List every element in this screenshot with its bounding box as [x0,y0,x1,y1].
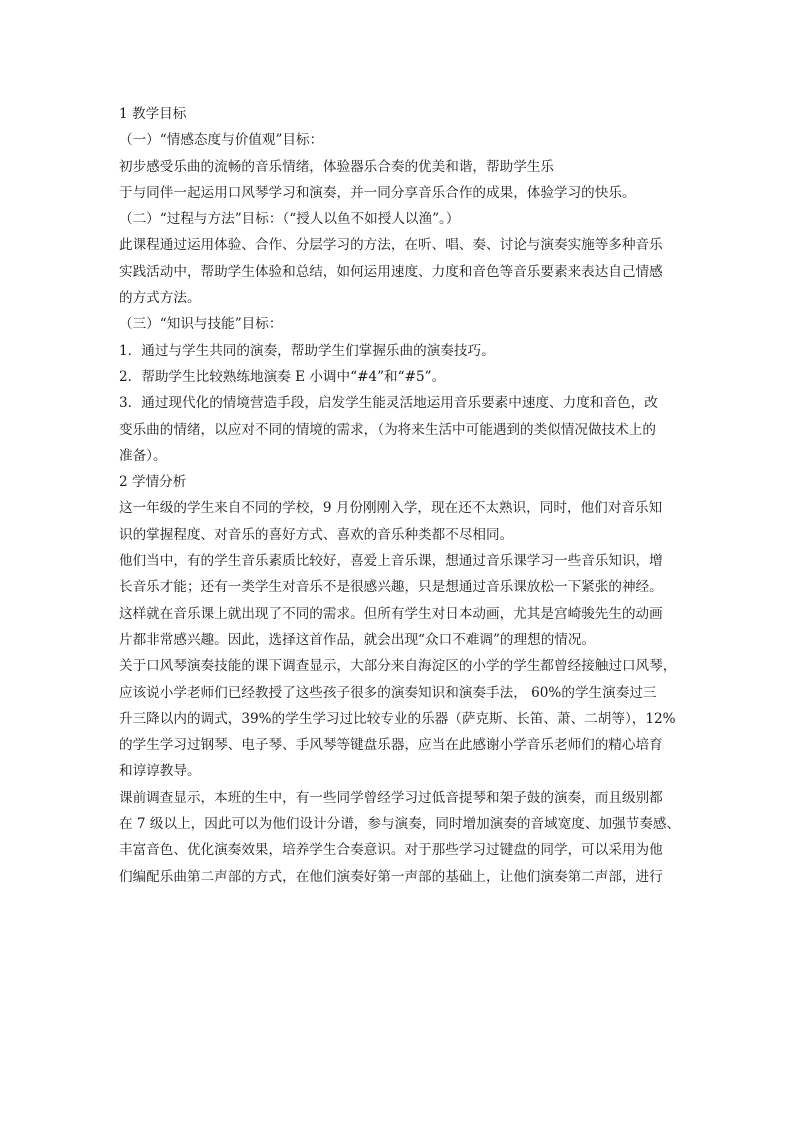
list-item-3 [119,390,679,469]
text-line: 长音乐才能；还有一类学生对音乐不是很感兴趣，只是想通过音乐课放松一下紧张的神经。 [119,579,663,596]
text-line: 关于口风琴演奏技能的课下调查显示，大部分来自海淀区的小学的学生都曾经接触过口风琴， [119,658,677,675]
text-line: 这一年级的学生来自不同的学校，9 月份刚刚入学，现在还不太熟识，同时，他们对音乐知 [119,500,663,517]
text-line: 准备）。 [119,447,167,464]
document-body [119,101,679,890]
section2-paragraph-4 [119,785,679,890]
text-line: 初步感受乐曲的流畅的音乐情绪，体验器乐合奏的优美和谐，帮助学生乐 [119,158,554,175]
list-item-1 [119,338,679,364]
section1-heading [119,101,679,127]
sub1-paragraph [119,154,679,207]
sub3-title-text: （三）“知识与技能”目标： [119,316,283,333]
text-line: 应该说小学老师们已经教授了这些孩子很多的演奏知识和演奏手法， 60%的学生演奏过三 [119,684,657,701]
text-line: 此课程通过运用体验、合作、分层学习的方法，在听、唱、奏、讨论与演奏实施等多种音乐 [119,237,663,254]
list-item-2 [119,364,679,390]
sub3-title [119,311,679,337]
text-line: 3．通过现代化的情境营造手段，启发学生能灵活地运用音乐要素中速度、力度和音色，改 [119,395,658,412]
section2-heading [119,469,679,495]
text-line: 片都非常感兴趣。因此，选择这首作品，就会出现“众口不难调”的理想的情况。 [119,631,596,648]
text-line: 课前调查显示，本班的生中，有一些同学曾经学习过低音提琴和架子鼓的演奏，而且级别都 [119,789,663,806]
heading-text: 1 教学目标 [119,106,187,122]
list-item-text: 1．通过与学生共同的演奏，帮助学生们掌握乐曲的演奏技巧。 [119,342,495,359]
sub2-paragraph [119,232,679,311]
section2-paragraph-2 [119,548,679,653]
text-line: 于与同伴一起运用口风琴学习和演奏，并一同分享音乐合作的成果，体验学习的快乐。 [119,184,636,201]
sub1-title [119,127,679,153]
section2-paragraph-1 [119,495,679,548]
text-line: 实践活动中，帮助学生体验和总结，如何运用速度、力度和音色等音乐要素来表达自己情感 [119,263,663,280]
sub2-title-text: （二）“过程与方法”目标：（“授人以鱼不如授人以渔”。） [119,211,460,228]
section2-paragraph-3 [119,653,679,784]
heading-text: 2 学情分析 [119,474,187,491]
sub2-title [119,206,679,232]
list-item-text: 2．帮助学生比较熟练地演奏 E 小调中“#4”和“#5”。 [119,368,446,385]
sub1-title-text: （一）“情感态度与价值观”目标： [119,132,324,149]
text-line: 识的掌握程度、对音乐的喜好方式、喜欢的音乐种类都不尽相同。 [119,526,514,543]
text-line: 丰富音色、优化演奏效果，培养学生合奏意识。对于那些学习过键盘的同学，可以采用为他 [119,842,663,859]
text-line: 升三降以内的调式，39%的学生学习过比较专业的乐器（萨克斯、长笛、萧、二胡等），12% [119,710,676,727]
text-line: 的学生学习过钢琴、电子琴、手风琴等键盘乐器，应当在此感谢小学音乐老师们的精心培育 [119,737,663,754]
text-line: 他们当中，有的学生音乐素质比较好，喜爱上音乐课，想通过音乐课学习一些音乐知识，增 [119,553,663,570]
text-line: 在 7 级以上，因此可以为他们设计分谱，参与演奏，同时增加演奏的音域宽度、加强节奏感、 [119,816,681,833]
text-line: 这样就在音乐课上就出现了不同的需求。但所有学生对日本动画，尤其是宫崎骏先生的动画 [119,605,663,622]
text-line: 变乐曲的情绪，以应对不同的情境的需求，（为将来生活中可能遇到的类似情况做技术上的 [119,421,656,438]
text-line: 们编配乐曲第二声部的方式，在他们演奏好第一声部的基础上，让他们演奏第二声部，进行 [119,868,663,885]
text-line: 的方式方法。 [119,290,201,307]
text-line: 和谆谆教导。 [119,763,201,780]
